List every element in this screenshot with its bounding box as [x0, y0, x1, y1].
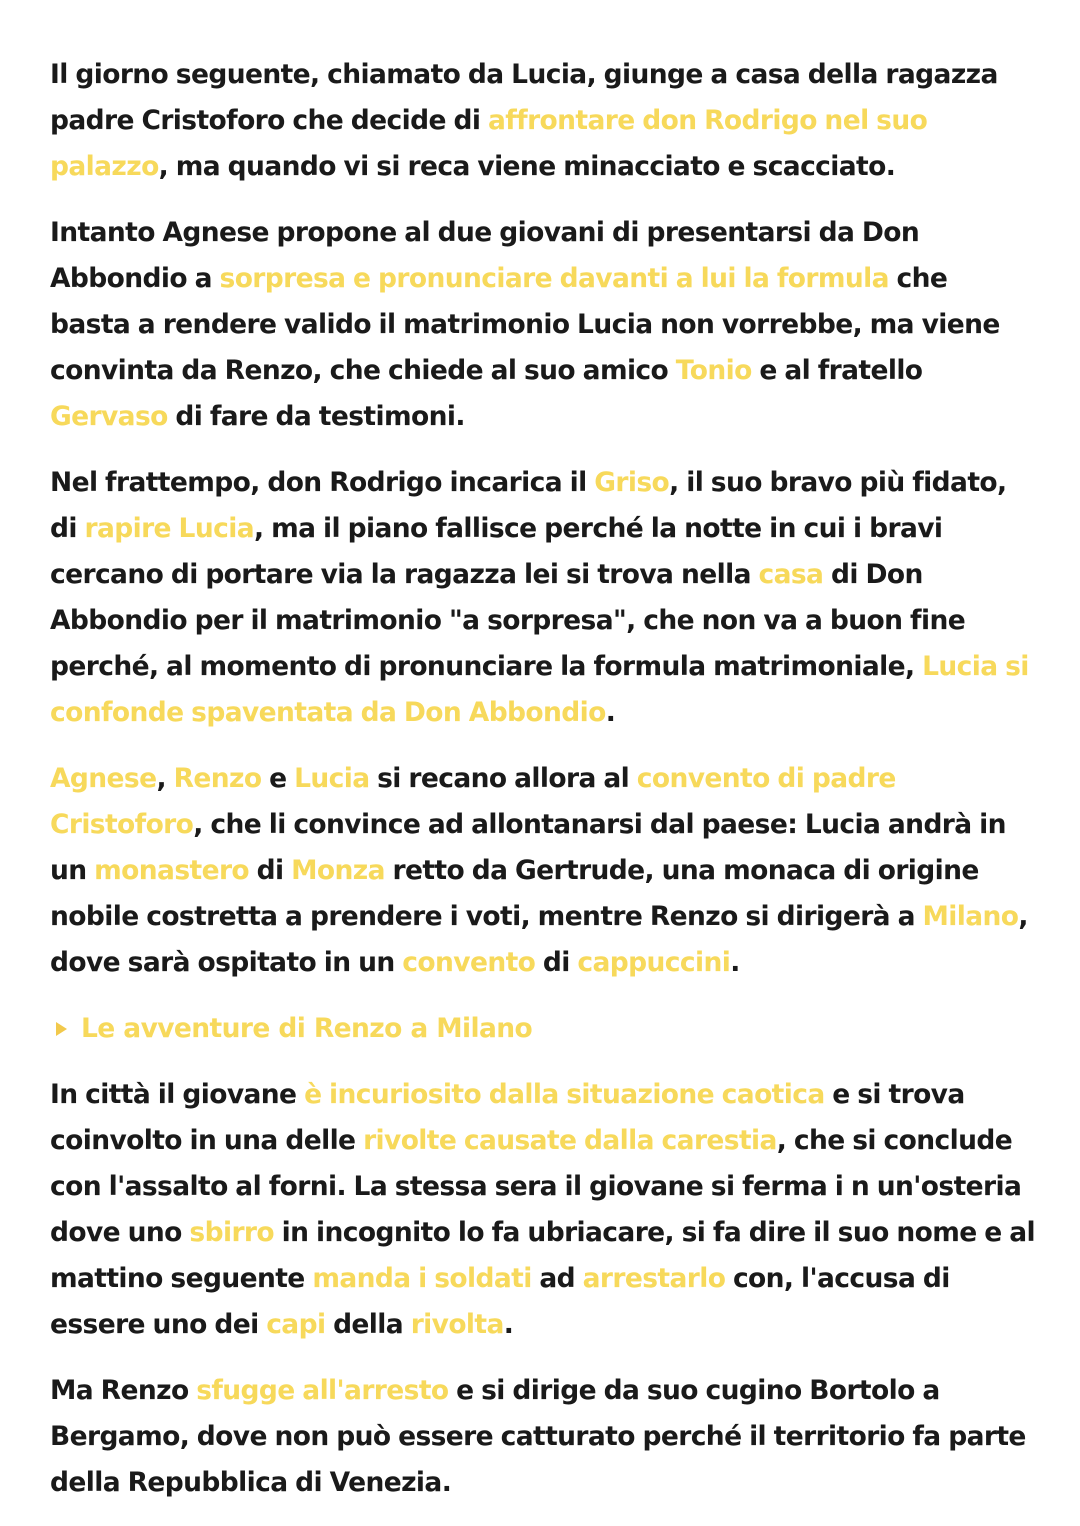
highlighted-text: sbirro [189, 1217, 274, 1248]
text-block-plot [50, 52, 1035, 986]
text-run: di [535, 947, 578, 978]
text-run: di Don Abbondio per il matrimonio "a sorpresa", che non va a buon fine perché, al momento di pronunciare la formula matrimoniale, [50, 559, 966, 682]
text-run: , che li convince ad allontanarsi dal paese: Lucia andrà in un [50, 809, 1006, 886]
section-heading-text: Le avventure di Renzo a Milano [81, 1013, 533, 1044]
highlighted-text: rapire Lucia [84, 513, 254, 544]
paragraph [50, 756, 1035, 986]
text-run: di fare da testimoni. [167, 401, 465, 432]
text-run: , ma il piano fallisce perché la notte in cui i bravi cercano di portare via la ragazza lei si trova nella [50, 513, 943, 590]
text-run: Il giorno seguente, chiamato da Lucia, giunge a casa della ragazza padre Cristoforo che decide di [50, 59, 998, 136]
paragraph [50, 460, 1035, 736]
text-run: . [605, 697, 616, 728]
highlighted-text: arrestarlo [582, 1263, 726, 1294]
text-run: di [249, 855, 292, 886]
highlighted-text: Monza [291, 855, 385, 886]
highlighted-text: Gervaso [50, 401, 168, 432]
highlighted-text: manda i soldati [312, 1263, 532, 1294]
highlighted-text: cappuccini [577, 947, 731, 978]
text-run: e si trova coinvolto in una delle [50, 1079, 965, 1156]
text-run: che basta a rendere valido il matrimonio Lucia non vorrebbe, ma viene convinta da Renzo, che chiede al suo amico [50, 263, 1000, 386]
highlighted-text: Griso [594, 467, 670, 498]
text-run: Ma Renzo [50, 1375, 197, 1406]
highlighted-text: convento [402, 947, 536, 978]
highlighted-text: Agnese [50, 763, 157, 794]
text-run: della [325, 1309, 411, 1340]
text-run: , che si conclude con l'assalto al forni. La stessa sera il giovane si ferma i n un'osteria dove uno [50, 1125, 1022, 1248]
text-run: . [730, 947, 740, 978]
text-run: e [261, 763, 295, 794]
highlighted-text: monastero [94, 855, 250, 886]
highlighted-text: sfugge all'arresto [196, 1375, 449, 1406]
highlighted-text: rivolte causate dalla carestia [363, 1125, 777, 1156]
text-block-milano [50, 1072, 1035, 1506]
paragraph [50, 1072, 1035, 1348]
text-run: Intanto Agnese propone al due giovani di presentarsi da Don Abbondio a [50, 217, 920, 294]
text-run: con, l'accusa di essere uno dei [50, 1263, 950, 1340]
highlighted-text: capi [266, 1309, 326, 1340]
triangle-bullet-icon [56, 1022, 67, 1036]
paragraph [50, 1368, 1035, 1506]
text-run: ad [531, 1263, 583, 1294]
highlighted-text: casa [758, 559, 824, 590]
text-run: , il suo bravo più fidato, di [50, 467, 1007, 544]
text-run: , [156, 763, 174, 794]
text-run: , dove sarà ospitato in un [50, 901, 1028, 978]
highlighted-text: affrontare don Rodrigo nel suo palazzo [50, 105, 928, 182]
text-run: e si dirige da suo cugino Bortolo a Bergamo, dove non può essere catturato perché il territorio fa parte della Repubblica di Venezia. [50, 1375, 1026, 1498]
text-run: retto da Gertrude, una monaca di origine nobile costretta a prendere i voti, mentre Renzo si dirigerà a [50, 855, 979, 932]
paragraph [50, 210, 1035, 440]
section-heading [50, 1006, 1035, 1052]
text-run: . [503, 1309, 514, 1340]
text-run: si recano allora al [369, 763, 637, 794]
highlighted-text: rivolta [410, 1309, 504, 1340]
highlighted-text: convento di padre Cristoforo [50, 763, 896, 840]
text-run: e al fratello [751, 355, 923, 386]
text-run: Nel frattempo, don Rodrigo incarica il [50, 467, 595, 498]
paragraph [50, 52, 1035, 190]
highlighted-text: è incuriosito dalla situazione caotica [304, 1079, 825, 1110]
highlighted-text: Lucia si confonde spaventata da Don Abbondio [50, 651, 1029, 728]
text-run: In città il giovane [50, 1079, 305, 1110]
document-page [50, 52, 1035, 1526]
text-run: in incognito lo fa ubriacare, si fa dire il suo nome e al mattino seguente [50, 1217, 1035, 1294]
highlighted-text: Renzo [173, 763, 262, 794]
text-run: , ma quando vi si reca viene minacciato e scacciato. [158, 151, 896, 182]
highlighted-text: Lucia [294, 763, 370, 794]
highlighted-text: Milano [922, 901, 1019, 932]
highlighted-text: Tonio [675, 355, 752, 386]
highlighted-text: sorpresa e pronunciare davanti a lui la formula [219, 263, 889, 294]
